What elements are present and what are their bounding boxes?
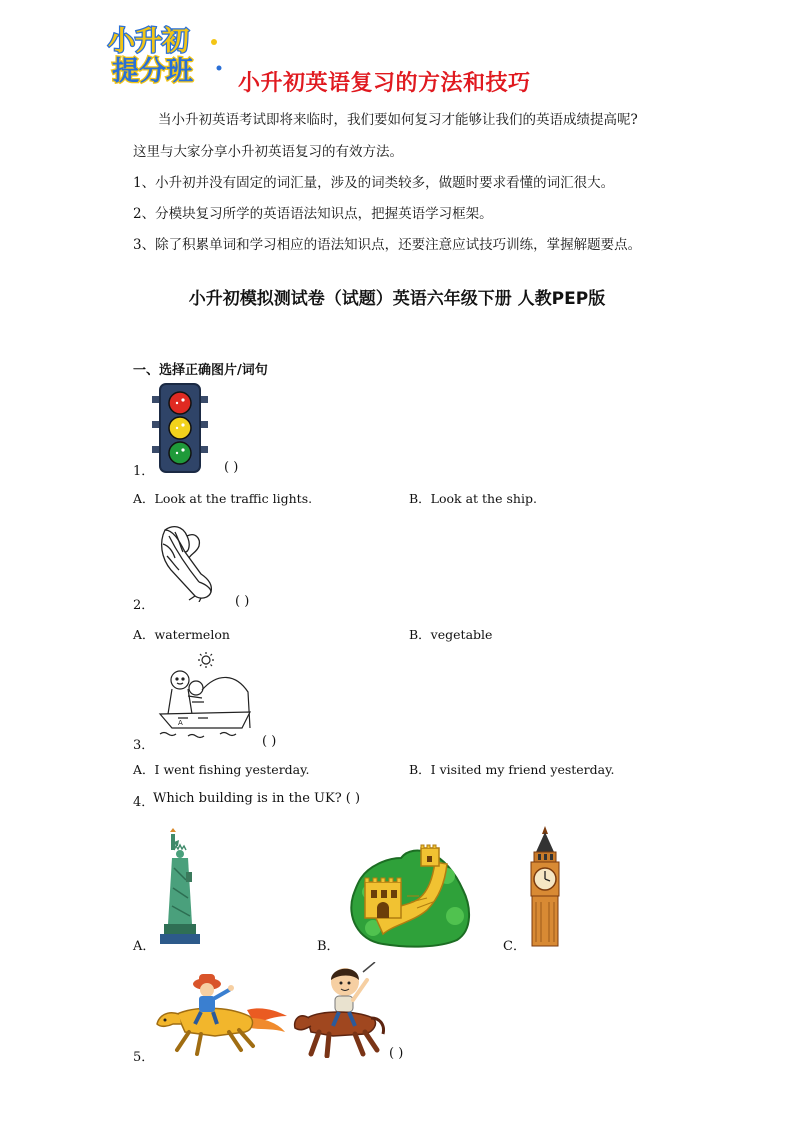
fishing-boat-image — [158, 652, 256, 742]
svg-text:提分班: 提分班 — [112, 56, 193, 87]
tip-3: 3、除了积累单词和学习相应的语法知识点，还要注意应试技巧训练，掌握解题要点。 — [133, 237, 642, 253]
question-2-answer-blank[interactable]: ( ) — [235, 594, 250, 609]
great-wall-image — [347, 836, 473, 948]
question-5-number: 5． — [133, 1050, 155, 1065]
cabbage-image — [155, 522, 223, 602]
traffic-light-image — [152, 383, 208, 475]
question-2-option-a[interactable]: A．watermelon — [133, 627, 230, 642]
question-2-number: 2． — [133, 598, 155, 613]
logo-image — [102, 22, 226, 88]
question-5-answer-blank[interactable]: ( ) — [389, 1046, 404, 1061]
tip-2: 2、分模块复习所学的英语语法知识点，把握英语学习框架。 — [133, 206, 493, 222]
question-3-number: 3． — [133, 738, 155, 753]
question-3-answer-blank[interactable]: ( ) — [262, 734, 277, 749]
intro-paragraph-2: 这里与大家分享小升初英语复习的有效方法。 — [133, 144, 403, 160]
question-3-option-b[interactable]: B．I visited my friend yesterday. — [409, 762, 615, 777]
question-4-option-c[interactable]: C． — [503, 939, 526, 954]
tip-1: 1、小升初并没有固定的词汇量，涉及的词类较多，做题时要求看懂的词汇很大。 — [133, 175, 615, 191]
section-heading: 一、选择正确图片/词句 — [133, 363, 268, 378]
main-title: 小升初英语复习的方法和技巧 — [238, 71, 531, 96]
horse-rider-1-image — [155, 966, 289, 1058]
question-1-option-b[interactable]: B．Look at the ship. — [409, 491, 537, 506]
question-4-option-a[interactable]: A． — [133, 939, 156, 954]
question-2-option-b[interactable]: B．vegetable — [409, 627, 493, 642]
question-1-number: 1． — [133, 464, 155, 479]
statue-of-liberty-image — [156, 828, 204, 946]
question-4-number: 4． — [133, 795, 155, 810]
intro-paragraph-1: 当小升初英语考试即将来临时，我们要如何复习才能够让我们的英语成绩提高呢? — [158, 112, 638, 128]
horse-rider-2-image — [293, 962, 385, 1058]
question-3-option-a[interactable]: A．I went fishing yesterday. — [133, 762, 310, 777]
svg-text:小升初: 小升初 — [108, 26, 189, 57]
question-1-answer-blank[interactable]: ( ) — [224, 460, 239, 475]
big-ben-image — [524, 826, 566, 948]
svg-text:A: A — [178, 719, 183, 727]
exam-title: 小升初模拟测试卷（试题）英语六年级下册 人教PEP版 — [188, 289, 606, 309]
question-4-option-b[interactable]: B． — [317, 939, 340, 954]
question-1-option-a[interactable]: A．Look at the traffic lights. — [133, 491, 313, 506]
question-4-text: Which building is in the UK? ( ) — [153, 791, 361, 806]
